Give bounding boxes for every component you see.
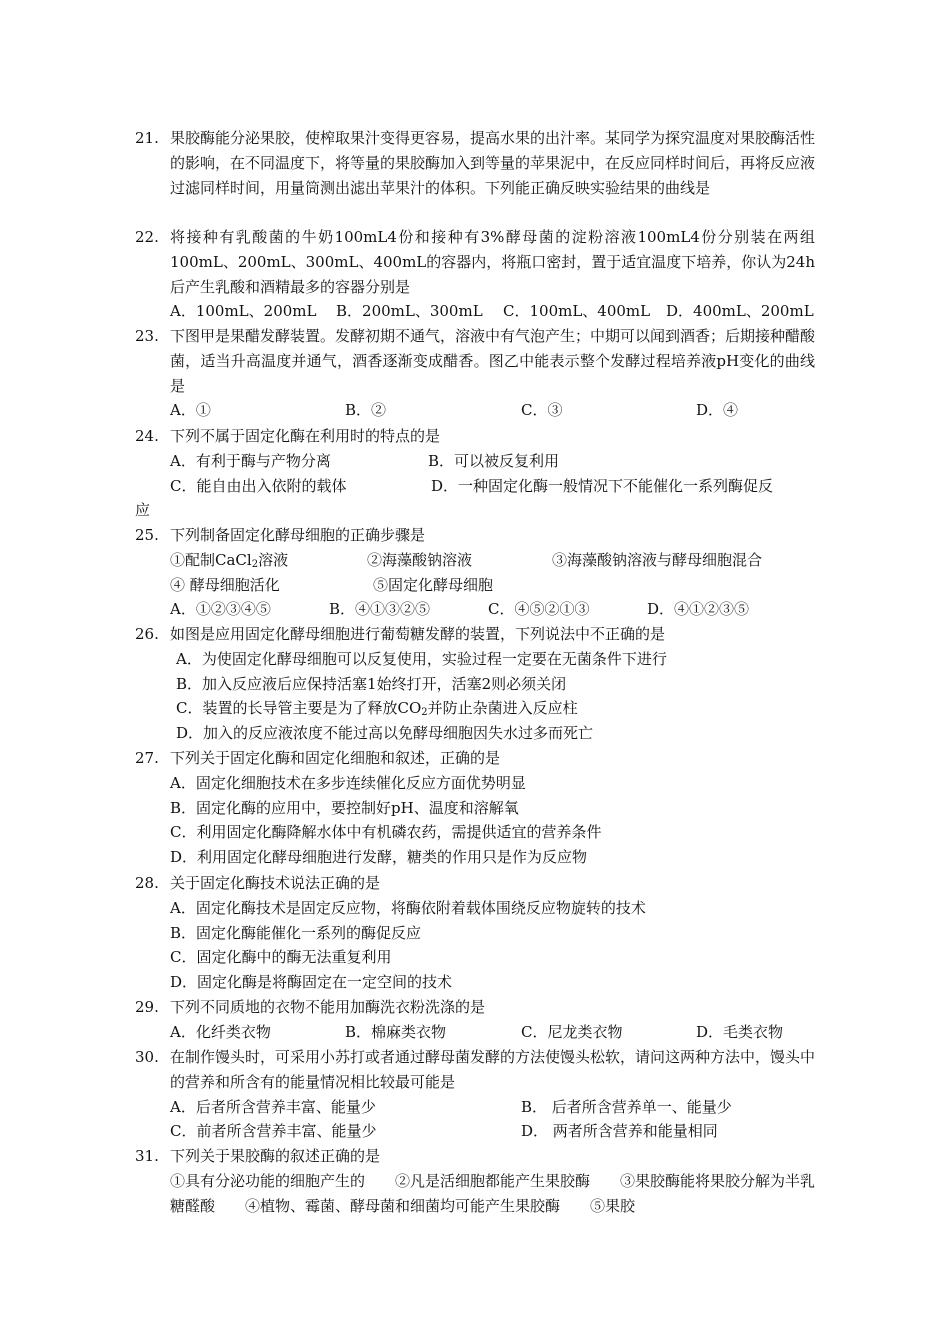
question-30 [135, 1045, 815, 1144]
option-row [135, 474, 815, 499]
option-c: C．能自由出入依附的载体 [170, 476, 347, 495]
option-c: C．④⑤②①③ [488, 600, 590, 619]
option-c: C．装置的长导管主要是为了释放$CO_2$并防止杂菌进入反应柱 [176, 699, 578, 719]
question-stem: 关于固定化酶技术说法正确的是 [170, 874, 381, 892]
option-c: C．尼龙类衣物 [521, 1022, 623, 1041]
question-number: 28. [135, 874, 159, 892]
option-d: D． 两者所含营养和能量相同 [521, 1122, 718, 1141]
option-a: A．固定化细胞技术在多步连续催化反应方面优势明显 [170, 773, 526, 792]
option-c: C．前者所含营养丰富、能量少 [170, 1122, 377, 1141]
question-number: 30. [135, 1048, 159, 1066]
step-row [135, 548, 815, 573]
option-a: A．① [170, 401, 211, 420]
step-3: ③海藻酸钠溶液与酵母细胞混合 [552, 550, 763, 569]
option-d: D．④①②③⑤ [647, 600, 750, 619]
step-row [135, 573, 815, 598]
option-c: C．③ [521, 401, 563, 420]
option-c: C．固定化酶中的酶无法重复利用 [170, 948, 392, 967]
option-a: A．固定化酶技术是固定反应物，将酶依附着载体围绕反应物旋转的技术 [170, 898, 646, 917]
question-stem: 下列制备固定化酵母细胞的正确步骤是 [170, 526, 426, 544]
question-stem: 将接种有乳酸菌的牛奶100mL4份和接种有3%酵母菌的淀粉溶液100mL4份分别装在两组100mL、200mL、300mL、400mL的容器内，将瓶口密封，置于适宜温度下培养，你认为24h后产生乳酸和酒精最多的容器分别是 [170, 228, 816, 296]
option-row [135, 398, 815, 423]
option-b: B．固定化酶能催化一系列的酶促反应 [170, 923, 422, 942]
option-row [135, 696, 815, 721]
step-2: ②海藻酸钠溶液 [367, 550, 473, 569]
option-row [135, 1020, 815, 1045]
question-stem: 果胶酶能分泌果胶，使榨取果汁变得更容易，提高水果的出汁率。某同学为探究温度对果胶酶活性的影响，在不同温度下，将等量的果胶酶加入到等量的苹果泥中，在反应同样时间后，再将反应液过滤同样时间，用量筒测出滤出苹果汁的体积。下列能正确反映实验结果的曲线是 [170, 129, 816, 197]
option-b: B．可以被反复利用 [428, 451, 560, 470]
question-stem: 下列不属于固定化酶在利用时的特点的是 [170, 427, 441, 445]
step-1: ①配制CaCl$_2$溶液 [170, 550, 289, 570]
option-row [135, 597, 815, 622]
question-number: 29. [135, 998, 159, 1016]
step-4: ④ 酵母细胞活化 [170, 575, 280, 594]
option-row [135, 921, 815, 946]
question-stem: 如图是应用固定化酵母细胞进行葡萄糖发酵的装置，下列说法中不正确的是 [170, 625, 666, 643]
question-stem: 下列关于固定化酶和固定化细胞和叙述，正确的是 [170, 749, 501, 767]
option-a: A．化纤类衣物 [170, 1022, 271, 1041]
option-b: B．② [345, 401, 387, 420]
option-row [135, 647, 815, 672]
question-number: 22. [135, 228, 159, 246]
option-wrap [135, 498, 815, 523]
question-number: 21. [135, 129, 159, 147]
option-row [135, 1119, 815, 1144]
option-b: B．加入反应液后应保持活塞1始终打开，活塞2则必须关闭 [176, 674, 567, 693]
option-d: D．④ [696, 401, 739, 420]
question-number: 23. [135, 327, 159, 345]
option-a: A．为使固定化酵母细胞可以反复使用，实验过程一定要在无菌条件下进行 [176, 649, 667, 668]
option-c: C．利用固定化酶降解水体中有机磷农药，需提供适宜的营养条件 [170, 823, 602, 842]
option-row [135, 1095, 815, 1120]
option-row [135, 721, 815, 746]
option-row [135, 771, 815, 796]
option-d: D．利用固定化酵母细胞进行发酵，糖类的作用只是作为反应物 [170, 848, 588, 867]
question-stem: 在制作馒头时，可采用小苏打或者通过酵母菌发酵的方法使馒头松软，请问这两种方法中，馒头中的营养和所含有的能量情况相比较最可能是 [170, 1048, 816, 1091]
option-d: D．毛类衣物 [696, 1022, 784, 1041]
question-25 [135, 523, 815, 622]
question-28 [135, 871, 815, 995]
option-a: A．有利于酶与产物分离 [170, 451, 331, 470]
question-number: 27. [135, 749, 159, 767]
option-d: D．一种固定化酶一般情况下不能催化一系列酶促反 [431, 476, 774, 495]
option-a: A．后者所含营养丰富、能量少 [170, 1097, 376, 1116]
question-23 [135, 324, 815, 423]
question-27 [135, 746, 815, 870]
question-31 [135, 1144, 815, 1218]
question-number: 31. [135, 1147, 159, 1165]
question-24 [135, 424, 815, 523]
option-row [135, 945, 815, 970]
question-21 [135, 126, 815, 200]
option-b: B．200mL、300mL [336, 302, 483, 321]
option-d: D．固定化酶是将酶固定在一定空间的技术 [170, 973, 453, 992]
option-b: B．固定化酶的应用中，要控制好pH、温度和溶解氧 [170, 798, 519, 817]
question-body: ①具有分泌功能的细胞产生的 ②凡是活细胞都能产生果胶酶 ③果胶酶能将果胶分解为半乳糖醛酸 ④植物、霉菌、酵母菌和细菌均可能产生果胶酶 ⑤果胶 [170, 1171, 816, 1215]
question-stem: 下图甲是果醋发酵装置。发酵初期不通气，溶液中有气泡产生；中期可以闻到酒香；后期接种醋酸菌，适当升高温度并通气，酒香逐渐变成醋香。图乙中能表示整个发酵过程培养液pH变化的曲线是 [170, 327, 816, 395]
option-c: C．100mL、400mL [503, 302, 651, 321]
option-b: B．④①③②⑤ [329, 600, 431, 619]
option-a: A．①②③④⑤ [170, 600, 271, 619]
option-d-tail: 应 [135, 501, 151, 520]
option-b: B．棉麻类衣物 [345, 1022, 447, 1041]
option-d: D．加入的反应液浓度不能过高以免酵母细胞因失水过多而死亡 [176, 724, 594, 743]
option-row [135, 896, 815, 921]
option-row [135, 449, 815, 474]
option-row [135, 970, 815, 995]
option-row [135, 820, 815, 845]
option-d: D．400mL、200mL [666, 302, 814, 321]
option-row [135, 672, 815, 697]
option-row [135, 845, 815, 870]
option-a: A．100mL、200mL [170, 302, 317, 321]
question-stem: 下列不同质地的衣物不能用加酶洗衣粉洗涤的是 [170, 998, 486, 1016]
question-26 [135, 622, 815, 746]
question-22 [135, 225, 815, 324]
question-number: 24. [135, 427, 159, 445]
option-b: B． 后者所含营养单一、能量少 [521, 1097, 732, 1116]
step-5: ⑤固定化酵母细胞 [373, 575, 494, 594]
question-29 [135, 995, 815, 1045]
option-row [135, 796, 815, 821]
question-number: 25. [135, 526, 159, 544]
question-stem: 下列关于果胶酶的叙述正确的是 [170, 1147, 381, 1165]
option-row [135, 299, 815, 324]
question-number: 26. [135, 625, 159, 643]
